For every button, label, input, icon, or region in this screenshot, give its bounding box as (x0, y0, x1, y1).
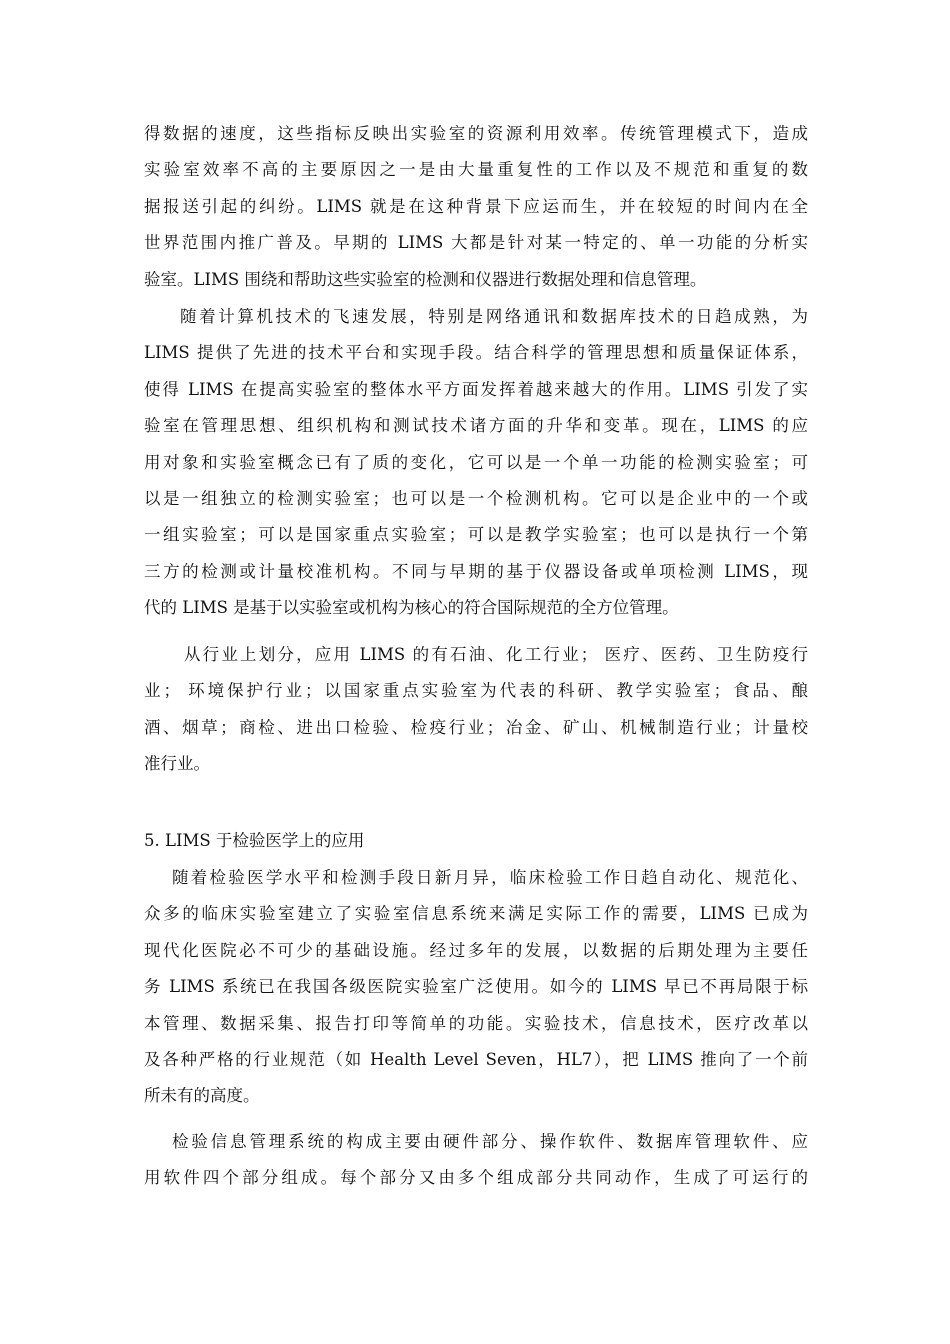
paragraph-line: 以是一组独立的检测实验室；也可以是一个检测机构。它可以是企业中的一个或 (144, 488, 808, 508)
paragraph-line: 一组实验室；可以是国家重点实验室；可以是教学实验室；也可以是执行一个第 (144, 525, 808, 545)
paragraph-line: 用对象和实验室概念已有了质的变化，它可以是一个单一功能的检测实验室；可 (144, 452, 808, 472)
paragraph-line: 三方的检测或计量校准机构。不同与早期的基于仪器设备或单项检测 LIMS，现 (144, 561, 808, 581)
section-heading-text: 5. LIMS 于检验医学上的应用 (144, 831, 365, 850)
paragraph-line: 使得 LIMS 在提高实验室的整体水平方面发挥着越来越大的作用。LIMS 引发了实 (144, 379, 808, 399)
paragraph-line: 务 LIMS 系统已在我国各级医院实验室广泛使用。如今的 LIMS 早已不再局限于标 (144, 977, 808, 997)
paragraph-1 (144, 116, 808, 298)
paragraph-line: 用软件四个部分组成。每个部分又由多个组成部分共同动作，生成了可运行的 (144, 1168, 808, 1188)
paragraph-line: 本管理、数据采集、报告打印等简单的功能。实验技术，信息技术，医疗改革以 (144, 1013, 808, 1033)
paragraph-line: 代的 LIMS 是基于以实验室或机构为核心的符合国际规范的全方位管理。 (144, 598, 679, 618)
paragraph-line: 检验信息管理系统的构成主要由硬件部分、操作软件、数据库管理软件、应 (172, 1132, 808, 1151)
paragraph-line: 所未有的高度。 (144, 1086, 260, 1106)
paragraph-2 (144, 299, 808, 627)
paragraph-line: 从行业上划分，应用 LIMS 的有石油、化工行业； 医疗、医药、卫生防疫行 (184, 645, 808, 664)
paragraph-line: LIMS 提供了先进的技术平台和实现手段。结合科学的管理思想和质量保证体系， (144, 343, 808, 363)
paragraph-line: 准行业。 (144, 754, 210, 774)
paragraph-line: 得数据的速度，这些指标反映出实验室的资源利用效率。传统管理模式下，造成 (144, 124, 808, 143)
paragraph-line: 随着计算机技术的飞速发展，特别是网络通讯和数据库技术的日趋成熟，为 (180, 307, 808, 326)
paragraph-line: 随着检验医学水平和检测手段日新月异，临床检验工作日趋自动化、规范化、 (172, 868, 808, 887)
section-heading (144, 823, 808, 859)
paragraph-line: 世界范围内推广普及。早期的 LIMS 大都是针对某一特定的、单一功能的分析实 (144, 233, 808, 253)
paragraph-5 (144, 1124, 808, 1197)
paragraph-line: 据报送引起的纠纷。LIMS 就是在这种背景下应运而生，并在较短的时间内在全 (144, 196, 808, 216)
paragraph-line: 酒、烟草；商检、进出口检验、检疫行业；冶金、矿山、机械制造行业；计量校 (144, 717, 808, 737)
paragraph-line: 业； 环境保护行业；以国家重点实验室为代表的科研、教学实验室；食品、酿 (144, 681, 808, 701)
paragraph-line: 及各种严格的行业规范（如 Health Level Seven，HL7），把 LIMS 推向了一个前 (144, 1049, 808, 1069)
paragraph-4 (144, 860, 808, 1115)
paragraph-line: 现代化医院必不可少的基础设施。经过多年的发展，以数据的后期处理为主要任 (144, 940, 808, 960)
paragraph-line: 众多的临床实验室建立了实验室信息系统来满足实际工作的需要，LIMS 已成为 (144, 904, 808, 924)
paragraph-line: 实验室效率不高的主要原因之一是由大量重复性的工作以及不规范和重复的数 (144, 160, 808, 180)
paragraph-line: 验室在管理思想、组织机构和测试技术诸方面的升华和变革。现在，LIMS 的应 (144, 416, 808, 436)
paragraph-3 (144, 637, 808, 783)
paragraph-line: 验室。LIMS 围绕和帮助这些实验室的检测和仪器进行数据处理和信息管理。 (144, 269, 707, 289)
